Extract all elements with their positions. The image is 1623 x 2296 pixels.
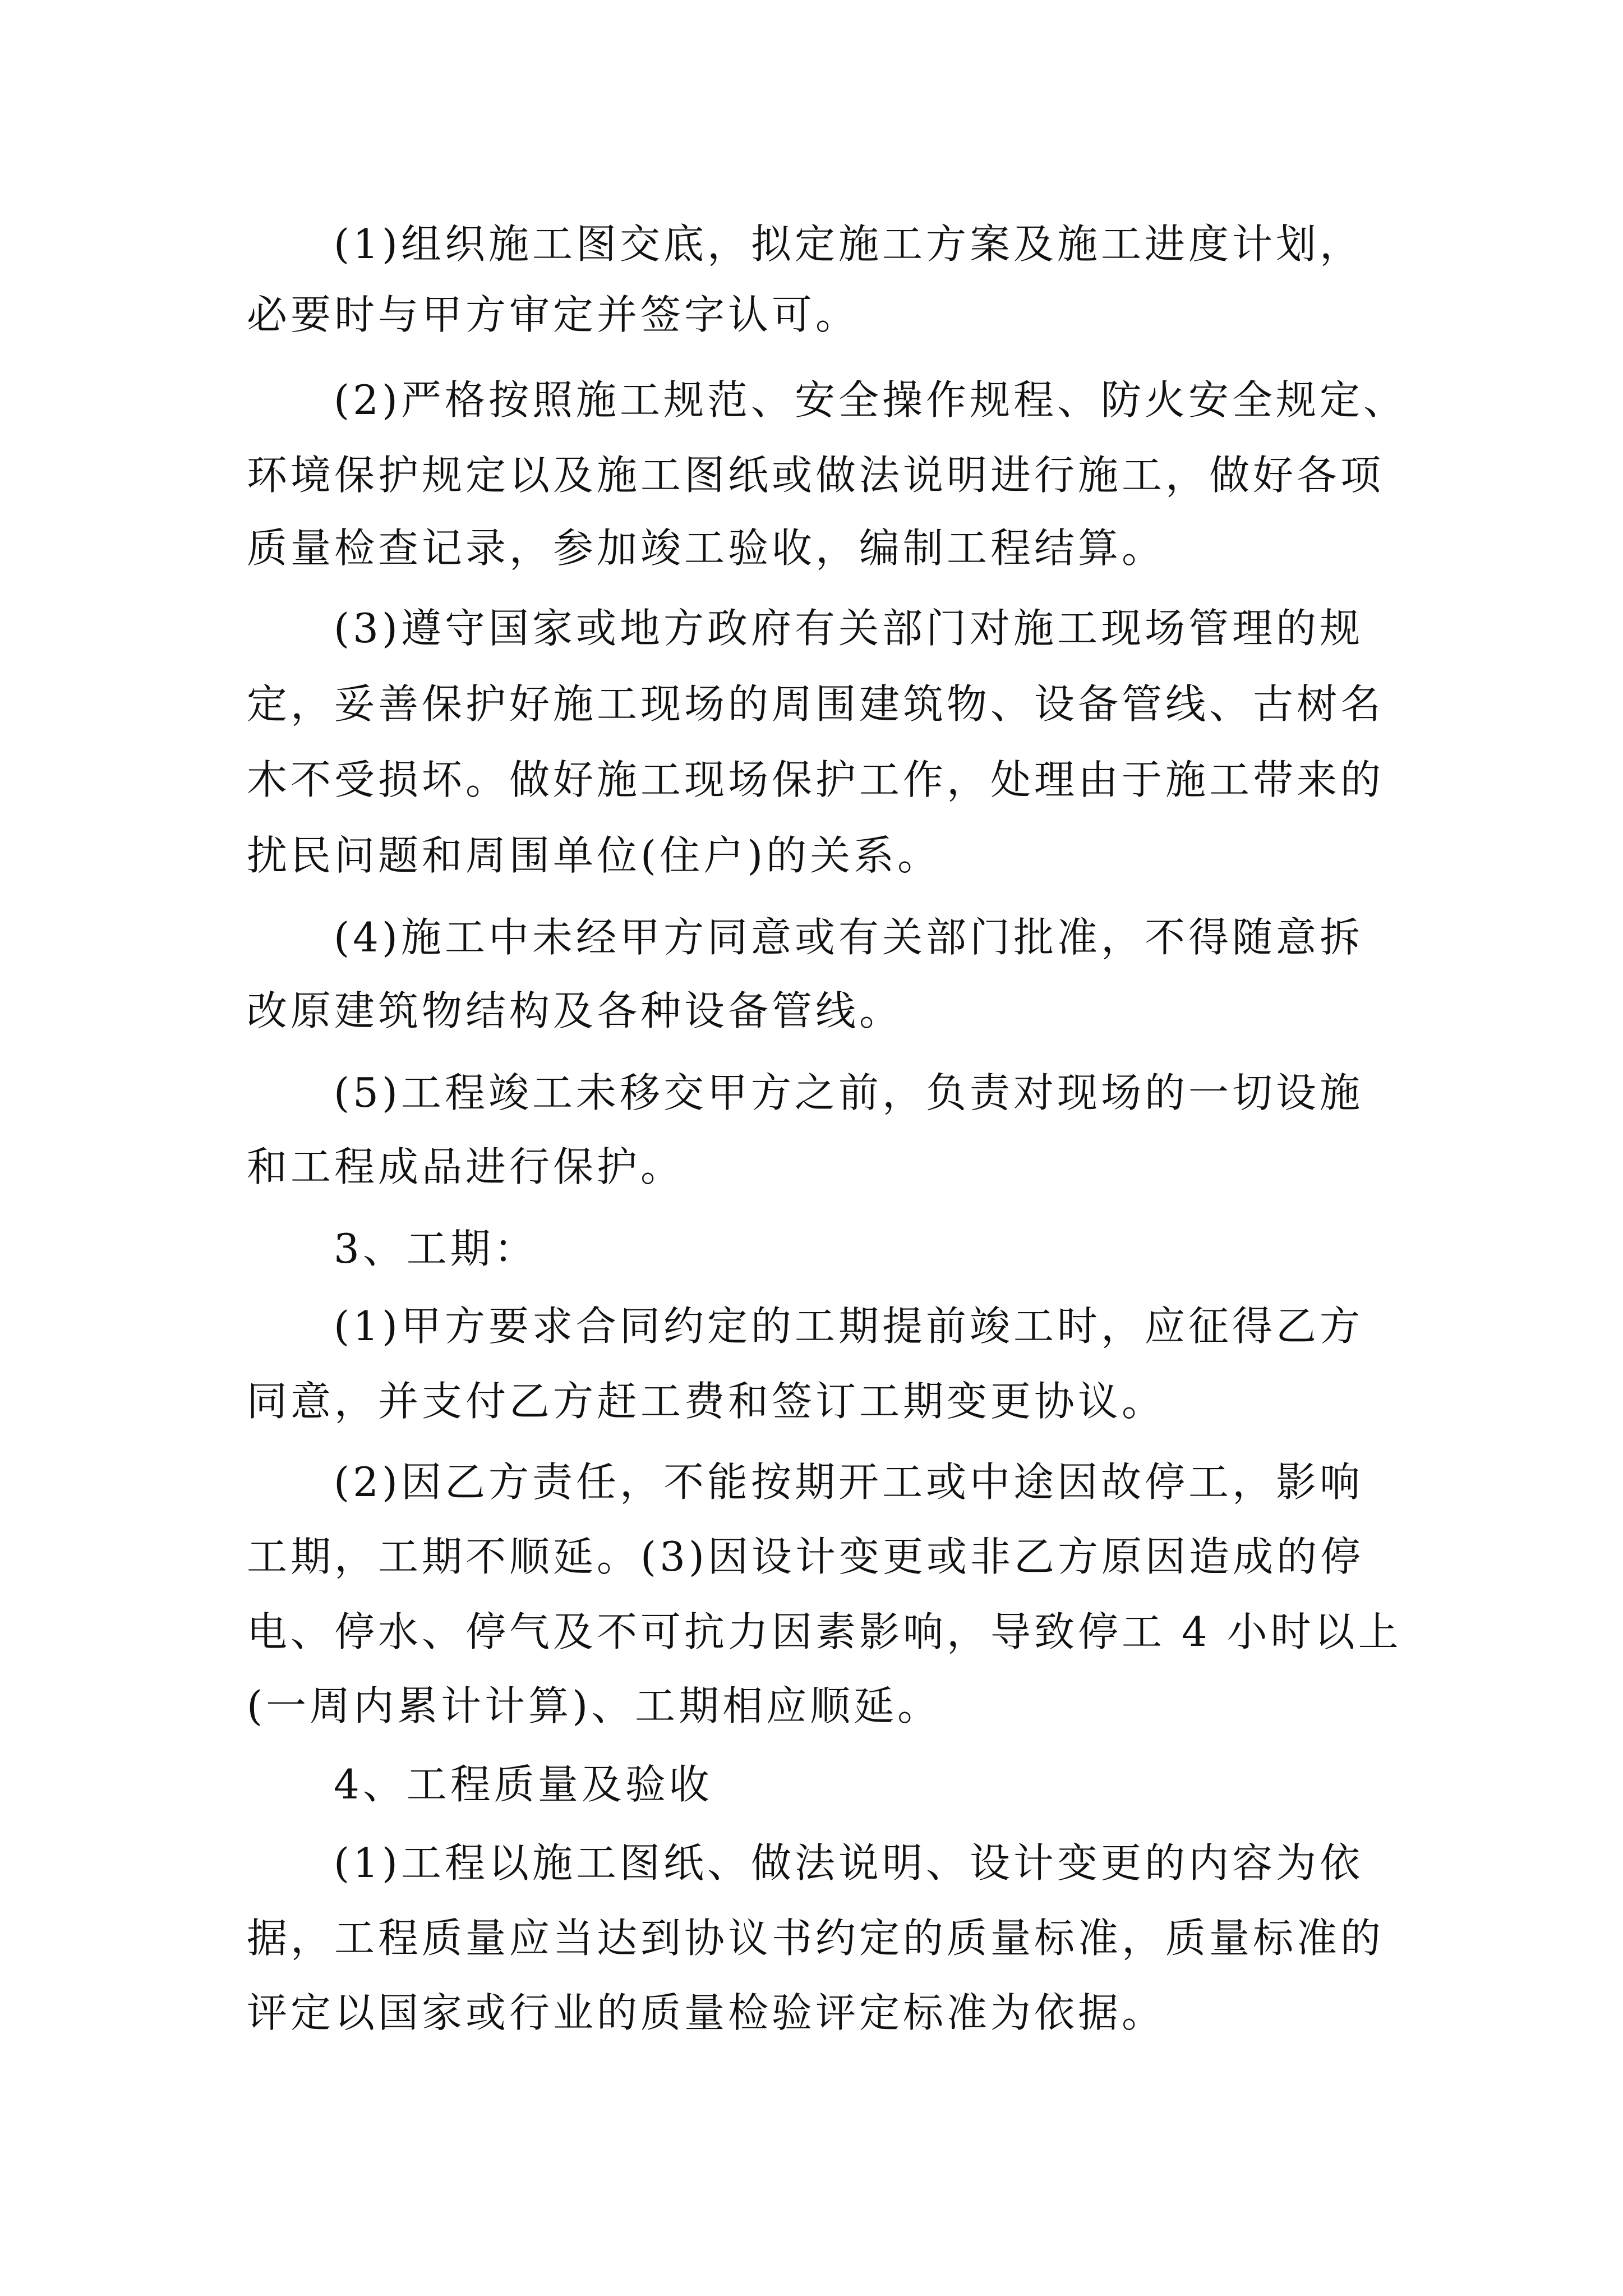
paragraph-line: 和工程成品进行保护。 xyxy=(247,1143,685,1190)
paragraph-line: 改原建筑物结构及各种设备管线。 xyxy=(247,987,903,1034)
paragraph-line: (1)组织施工图交底，拟定施工方案及施工进度计划， xyxy=(334,220,1363,268)
paragraph-line: 评定以国家或行业的质量检验评定标准为依据。 xyxy=(247,1989,1166,2036)
paragraph-line: 质量检查记录，参加竣工验收，编制工程结算。 xyxy=(247,524,1166,572)
section-heading: 4、工程质量及验收 xyxy=(334,1761,713,1808)
section-heading: 3、工期： xyxy=(334,1225,538,1272)
paragraph-line: (1)工程以施工图纸、做法说明、设计变更的内容为依 xyxy=(334,1839,1363,1887)
paragraph-line: 扰民问题和周围单位(住户)的关系。 xyxy=(247,832,942,879)
paragraph-line: 必要时与甲方审定并签字认可。 xyxy=(247,291,860,338)
paragraph-line: (1)甲方要求合同约定的工期提前竣工时，应征得乙方 xyxy=(334,1303,1363,1350)
paragraph-line: (一周内累计计算)、工期相应顺延。 xyxy=(247,1682,942,1729)
paragraph-line: 定，妥善保护好施工现场的周围建筑物、设备管线、古树名 xyxy=(247,680,1385,728)
paragraph-line: 电、停水、停气及不可抗力因素影响，导致停工 4 小时以上 xyxy=(247,1608,1402,1655)
paragraph-line: 木不受损坏。做好施工现场保护工作，处理由于施工带来的 xyxy=(247,756,1385,803)
paragraph-line: (2)因乙方责任，不能按期开工或中途因故停工，影响 xyxy=(334,1458,1363,1506)
paragraph-line: (2)严格按照施工规范、安全操作规程、防火安全规定、 xyxy=(334,376,1407,424)
paragraph-line: (5)工程竣工未移交甲方之前，负责对现场的一切设施 xyxy=(334,1069,1363,1116)
paragraph-line: 据，工程质量应当达到协议书约定的质量标准，质量标准的 xyxy=(247,1915,1385,1962)
paragraph-line: (4)施工中未经甲方同意或有关部门批准，不得随意拆 xyxy=(334,914,1363,961)
paragraph-line: 工期，工期不顺延。(3)因设计变更或非乙方原因造成的停 xyxy=(247,1533,1364,1580)
paragraph-line: 同意，并支付乙方赶工费和签订工期变更协议。 xyxy=(247,1378,1166,1425)
paragraph-line: 环境保护规定以及施工图纸或做法说明进行施工，做好各项 xyxy=(247,452,1385,499)
paragraph-line: (3)遵守国家或地方政府有关部门对施工现场管理的规 xyxy=(334,605,1363,652)
